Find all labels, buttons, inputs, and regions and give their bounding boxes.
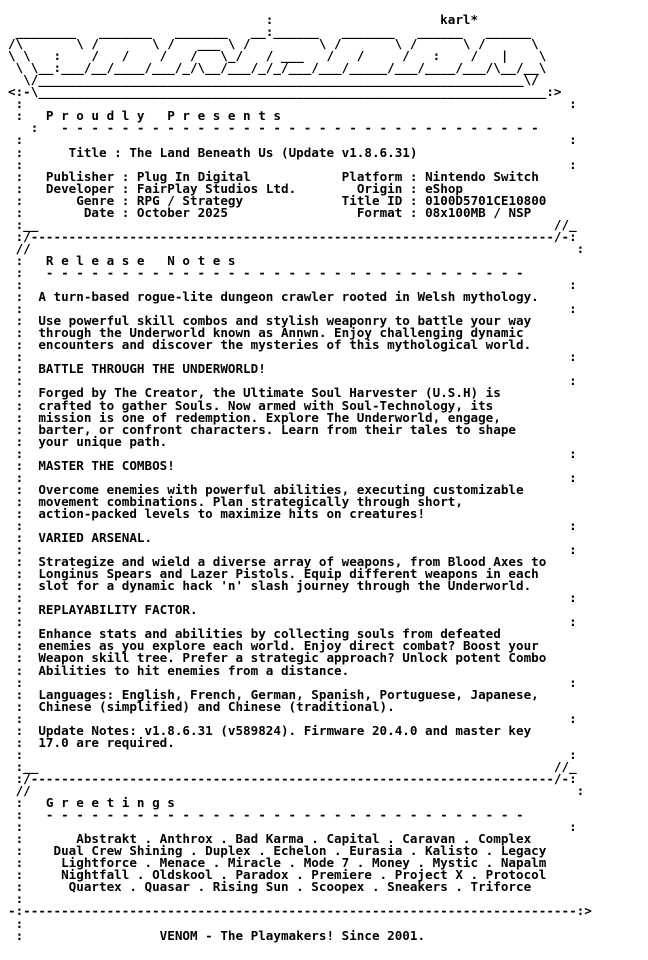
release-notes-line: A turn-based rogue-lite dungeon crawler rooted in Welsh mythology. (38, 289, 539, 305)
info-value: Nintendo Switch (425, 168, 539, 184)
release-notes-line: VARIED ARSENAL. (38, 530, 153, 546)
logo-art-line: \ \ : / / / / \_/ / ___ / / / : / | \ (8, 48, 547, 64)
logo-art-line: ________ _______ _______ __:______ _______ ______ ______ (8, 24, 532, 40)
info-value: October 2025 (136, 204, 228, 220)
release-notes-line: slot for a dynamic hack 'n' slash journey through the Underworld. (38, 578, 532, 594)
release-notes-line: Enhance stats and abilities by collecting souls from defeated (38, 626, 501, 642)
release-notes-line: REPLAYABILITY FACTOR. (38, 602, 198, 618)
release-notes-line: movement combinations. Plan strategically through short, (38, 493, 463, 509)
release-notes-line: Update Notes: v1.8.6.31 (v589824). Firmware 20.4.0 and master key (38, 722, 532, 738)
info-value: FairPlay Studios Ltd. (136, 180, 297, 196)
greetings-line: Lightforce . Menace . Miracle . Mode 7 . Money . Mystic . Napalm (61, 855, 547, 871)
info-label: Title ID (341, 192, 403, 208)
greetings-line: Quartex . Quasar . Rising Sun . Scoopex . Sneakers . Triforce (68, 879, 532, 895)
release-notes-line: Weapon skill tree. Prefer a strategic approach? Unlock potent Combo (38, 650, 547, 666)
release-notes-line: 17.0 are required. (38, 734, 175, 750)
info-label: Date (83, 204, 115, 220)
info-value: 08x100MB / NSP (425, 204, 532, 220)
release-notes-line: action-packed levels to maximize hits on creatures! (38, 505, 426, 521)
section-heading-presents: P r o u d l y P r e s e n t s (45, 108, 281, 124)
release-notes-line: Overcome enemies with powerful abilities, executing customizable (38, 481, 524, 497)
logo-art-line: <:-\___________________________________________________________________:> (8, 84, 562, 100)
info-label: Origin (356, 180, 403, 196)
footer-text: VENOM - The Playmakers! Since 2001. (159, 927, 426, 943)
info-value: RPG / Strategy (136, 192, 244, 208)
info-value: eShop (425, 180, 463, 196)
release-notes-line: Use powerful skill combos and stylish weaponry to battle your way (38, 313, 532, 329)
release-notes-line: through the Underworld known as Annwn. Enjoy challenging dynamic (38, 325, 524, 341)
info-label: Publisher (45, 168, 115, 184)
release-notes-line: Chinese (simplified) and Chinese (traditional). (38, 698, 395, 714)
release-notes-line: Forged by The Creator, the Ultimate Soul Harvester (U.S.H) is (38, 385, 501, 401)
release-notes-line: mission is one of redemption. Explore The Underworld, engage, (38, 409, 501, 425)
logo-art-line: \ \__:___/__/____/___/_/\__/___/_/_/___/___/_____/___/____/___/\__/__\ (8, 60, 547, 76)
info-value: 0100D5701CE10800 (425, 192, 547, 208)
release-notes-line: BATTLE THROUGH THE UNDERWORLD! (38, 361, 266, 377)
release-title: The Land Beneath Us (Update v1.8.6.31) (129, 144, 418, 160)
release-notes-line: enemies as you explore each world. Enjoy direct combat? Boost your (38, 638, 539, 654)
info-label: Format (356, 204, 403, 220)
section-heading-greetings: G r e e t i n g s (45, 795, 175, 811)
greetings-line: Dual Crew Shining . Duplex . Echelon . Eurasia . Kalisto . Legacy (53, 843, 547, 859)
release-notes-line: your unique path. (38, 433, 168, 449)
greetings-line: Abstrakt . Anthrox . Bad Karma . Capital . Caravan . Complex (76, 831, 532, 847)
info-label: Platform (341, 168, 403, 184)
release-notes-line: MASTER THE COMBOS! (38, 457, 175, 473)
release-notes-line: Languages: English, French, German, Spanish, Portuguese, Japanese, (38, 686, 539, 702)
release-notes-line: crafted to gather Souls. Now armed with Soul-Technology, its (38, 397, 494, 413)
release-notes-line: barter, or confront characters. Learn from their tales to shape (38, 421, 517, 437)
info-label: Genre (76, 192, 115, 208)
logo-art-line: : karl* (8, 12, 479, 27)
section-heading-notes: R e l e a s e N o t e s (45, 252, 236, 268)
release-notes-line: Longinus Spears and Lazer Pistols. Equip different weapons in each (38, 566, 539, 582)
release-notes-line: encounters and discover the mysteries of this mythological world. (38, 337, 532, 353)
greetings-line: Nightfall . Oldskool . Paradox . Premiere . Project X . Protocol (61, 867, 547, 883)
info-value: Plug In Digital (136, 168, 251, 184)
title-label: Title (68, 144, 107, 160)
logo-art-line: \/________________________________________________________________\/ (8, 72, 539, 88)
release-notes-line: Strategize and wield a diverse array of weapons, from Blood Axes to (38, 554, 547, 570)
info-label: Developer (45, 180, 115, 196)
release-notes-line: Abilities to hit enemies from a distance. (38, 662, 350, 678)
logo-art-line: /\ \ / \ / ___ \ / \ / \ / \ / \ (8, 36, 539, 52)
nfo-text: : karl* ________ _______ _______ __:______ _______ ______ ______ /\ \ / \ / ___ \ / \ / \ / \ / \ \ \ : / / / / \_/ / ___ / / / : / | \ \ \__:___/__/____/___/_/\__/___/_/_/___/___/_____/___/____/___/\__/__\ \/________________________________________________________________\/ <:-\___________________________________________________________________:> : : : P r o u d l y P r e s e n t s : - - - - - - - - - - - - - - - - - - - - - - - - - - - - - - - - : : : Title : The Land Beneath Us (Update v1.8.6.31) : : : Publisher : Plug In Digital Platform : Nintendo Switch : Developer : FairPlay Studios Ltd. Origin : eShop : Genre : RPG / Strategy Title ID : 0100D5701CE10800 : Date : October 2025 Format : 08x100MB / NSP :__ //_ :/---------------------------------------------------------------------/-: // : : R e l e a s e N o t e s : - - - - - - - - - - - - - - - - - - - - - - - - - - - - - - - - : : : A turn-based rogue-lite dungeon crawler rooted in Welsh mythology. : : : Use powerful skill combos and stylish weaponry to battle your way : through the Underworld known as Annwn. Enjoy challenging dynamic : encounters and discover the mysteries of this mythological world. : : : BATTLE THROUGH THE UNDERWORLD! : : : Forged by The Creator, the Ultimate Soul Harvester (U.S.H) is : crafted to gather Souls. Now armed with Soul-Technology, its : mission is one of redemption. Explore The Underworld, engage, : barter, or confront characters. Learn from their tales to shape : your unique path. : : : MASTER THE COMBOS! : : : Overcome enemies with powerful abilities, executing customizable : movement combinations. Plan strategically through short, : action-packed levels to maximize hits on creatures! : : : VARIED ARSENAL. : : : Strategize and wield a diverse array of weapons, from Blood Axes to : Longinus Spears and Lazer Pistols. Equip different weapons in each : slot for a dynamic hack 'n' slash journey through the Underworld. : : : REPLAYABILITY FACTOR. : : : Enhance stats and abilities by collecting souls from defeated : enemies as you explore each world. Enjoy direct combat? Boost your : Weapon skill tree. Prefer a strategic approach? Unlock potent Combo : Abilities to hit enemies from a distance. : : : Languages: English, French, German, Spanish, Portuguese, Japanese, : Chinese (simplified) and Chinese (traditional). : : : Update Notes: v1.8.6.31 (v589824). Firmware 20.4.0 and master key : 17.0 are required. : : :__ //_ :/---------------------------------------------------------------------/-: // : : G r e e t i n g s : - - - - - - - - - - - - - - - - - - - - - - - - - - - - - - - - : : : Abstrakt . Anthrox . Bad Karma . Capital . Caravan . Complex : Dual Crew Shining . Duplex . Echelon . Eurasia . Kalisto . Legacy : Lightforce . Menace . Miracle . Mode 7 . Money . Mystic . Napalm : Nightfall . Oldskool . Paradox . Premiere . Project X . Protocol : Quartex . Quasar . Rising Sun . Scoopex . Sneakers . Triforce : -:-------------------------------------------------------------------------:> : : VENOM - The Playmakers! Since 2001. (8, 12, 592, 943)
